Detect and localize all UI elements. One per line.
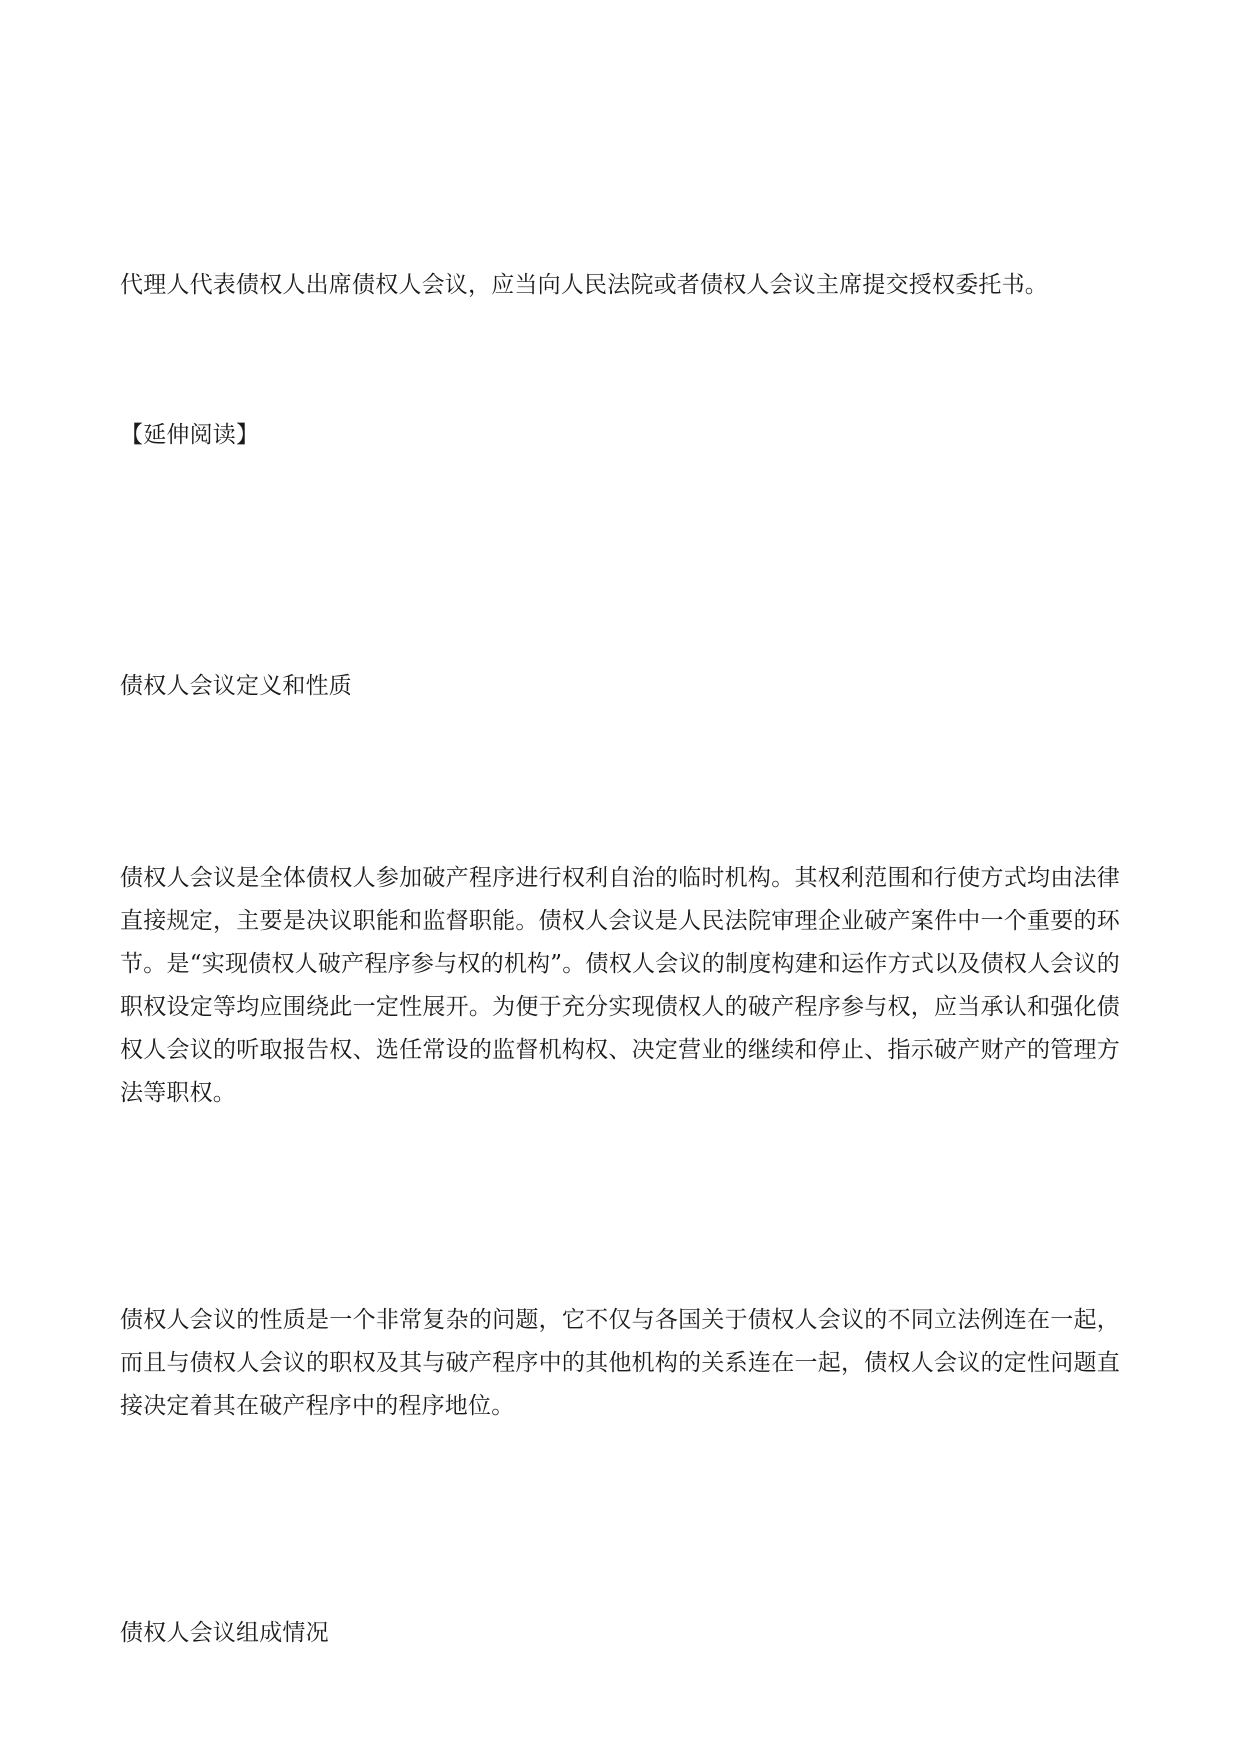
heading-composition: 债权人会议组成情况 [120, 1620, 329, 1646]
section-heading-extended-reading: 【延伸阅读】 [120, 422, 260, 448]
paragraph-nature: 债权人会议的性质是一个非常复杂的问题，它不仅与各国关于债权人会议的不同立法例连在一起，而且与债权人会议的职权及其与破产程序中的其他机构的关系连在一起，债权人会议的定性问题直接决定着其在破产程序中的程序地位。 [120, 1307, 1120, 1419]
paragraph-definition: 债权人会议是全体债权人参加破产程序进行权利自治的临时机构。其权利范围和行使方式均由法律直接规定，主要是决议职能和监督职能。债权人会议是人民法院审理企业破产案件中一个重要的环节。是“实现债权人破产程序参与权的机构”。债权人会议的制度构建和运作方式以及债权人会议的职权设定等均应围绕此一定性展开。为便于充分实现债权人的破产程序参与权，应当承认和强化债权人会议的听取报告权、选任常设的监督机构权、决定营业的继续和停止、指示破产财产的管理方法等职权。 [120, 865, 1120, 1106]
paragraph-agent-authorization: 代理人代表债权人出席债权人会议，应当向人民法院或者债权人会议主席提交授权委托书。 [120, 272, 1048, 298]
heading-definition-and-nature: 债权人会议定义和性质 [120, 673, 352, 699]
